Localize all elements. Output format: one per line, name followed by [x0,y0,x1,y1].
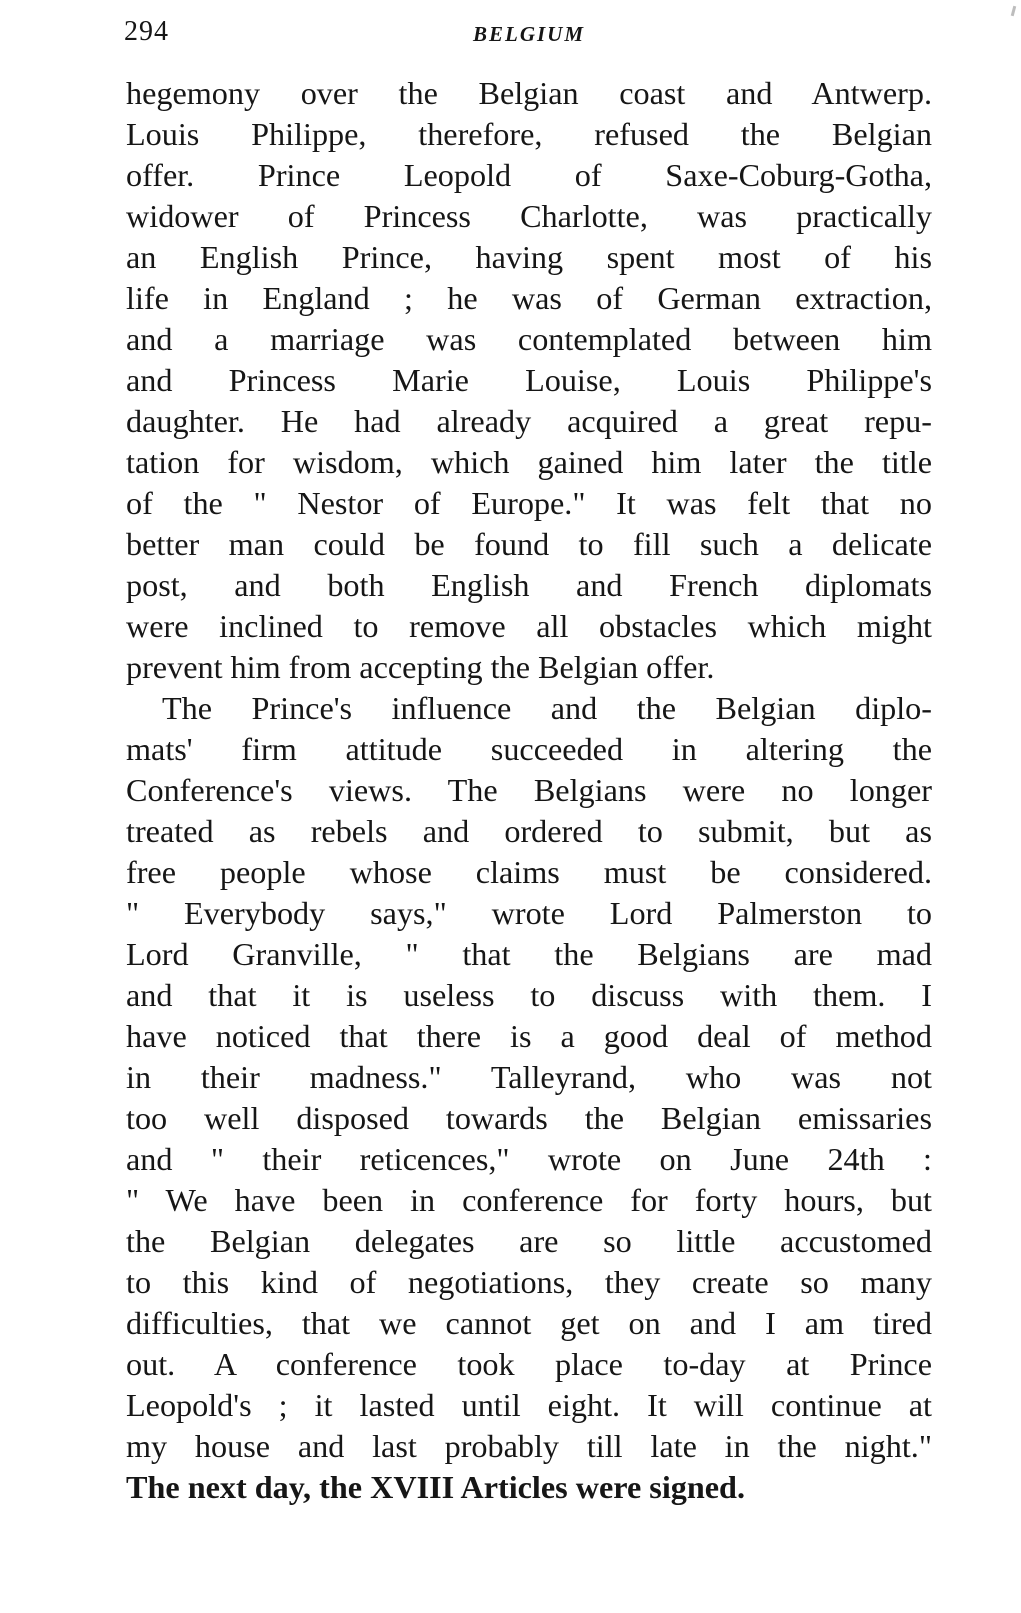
running-head: BELGIUM [472,22,586,46]
text-line: " Everybody says," wrote Lord Palmerston to [126,895,932,931]
paragraph-1 [126,73,932,688]
text-line: Lord Granville, " that the Belgians are mad [126,936,932,972]
text-line: of the " Nestor of Europe." It was felt that no [126,485,932,521]
text-line: too well disposed towards the Belgian emissaries [126,1100,932,1136]
text-line: tation for wisdom, which gained him later the title [126,444,932,480]
text-line: Conference's views. The Belgians were no longer [126,772,932,808]
text-line: offer. Prince Leopold of Saxe-Coburg-Gotha, [126,157,932,193]
page-number: 294 [124,16,169,47]
text-line: post, and both English and French diplomats [126,567,932,603]
scan-artifact-mark [1011,6,1016,16]
text-line: difficulties, that we cannot get on and I am tired [126,1305,932,1341]
text-line: have noticed that there is a good deal of method [126,1018,932,1054]
text-line: " We have been in conference for forty hours, but [126,1182,932,1218]
text-line: daughter. He had already acquired a great repu- [126,403,932,439]
text-line: and Princess Marie Louise, Louis Philippe's [126,362,932,398]
text-line: to this kind of negotiations, they create so many [126,1264,932,1300]
text-line: an English Prince, having spent most of his [126,239,932,275]
text-line: mats' firm attitude succeeded in altering the [126,731,932,767]
page-header [124,12,934,52]
paragraph-2 [126,688,932,1508]
text-line: Leopold's ; it lasted until eight. It will continue at [126,1387,932,1423]
text-line: in their madness." Talleyrand, who was not [126,1059,932,1095]
text-line: treated as rebels and ordered to submit, but as [126,813,932,849]
text-line: out. A conference took place to-day at Prince [126,1346,932,1382]
text-line: The Prince's influence and the Belgian diplo- [162,690,932,726]
text-line: Louis Philippe, therefore, refused the Belgian [126,116,932,152]
text-line: were inclined to remove all obstacles which might [126,608,932,644]
text-line: and that it is useless to discuss with them. I [126,977,932,1013]
text-line: the Belgian delegates are so little accustomed [126,1223,932,1259]
text-line: prevent him from accepting the Belgian offer. [126,649,715,685]
text-line: and a marriage was contemplated between him [126,321,932,357]
text-line: The next day, the XVIII Articles were signed. [126,1469,745,1505]
text-line: my house and last probably till late in the night." [126,1428,932,1464]
text-line: and " their reticences," wrote on June 24th : [126,1141,932,1177]
text-line: hegemony over the Belgian coast and Antwerp. [126,75,932,111]
text-line: free people whose claims must be considered. [126,854,932,890]
text-line: better man could be found to fill such a delicate [126,526,932,562]
text-line: life in England ; he was of German extraction, [126,280,932,316]
text-line: widower of Princess Charlotte, was practically [126,198,932,234]
body-text [126,73,932,1508]
